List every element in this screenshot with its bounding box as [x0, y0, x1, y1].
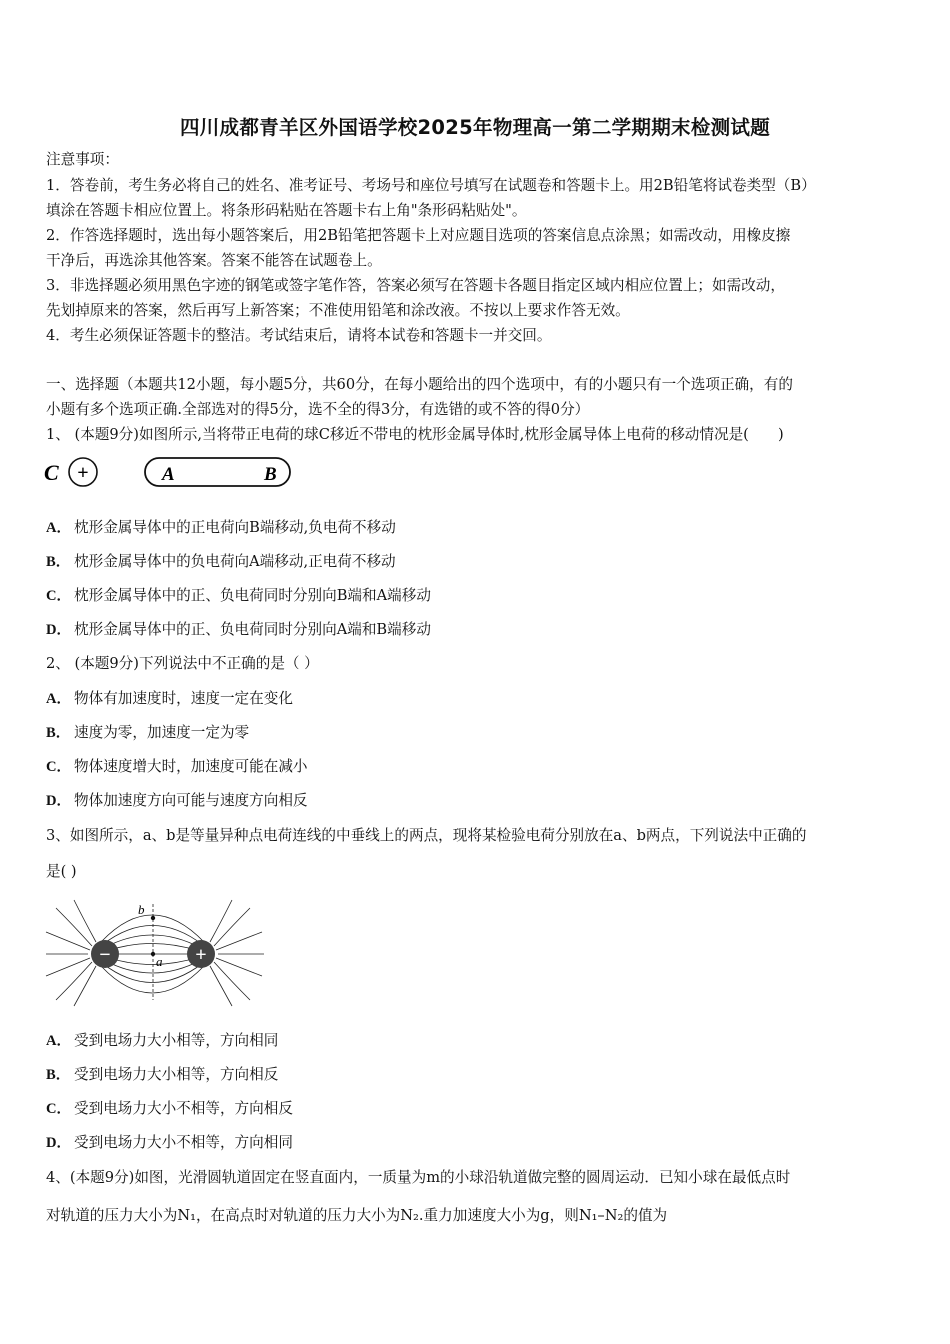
point-a-dot	[151, 952, 155, 956]
q2-option-d	[46, 791, 308, 811]
option-key: D．	[46, 1135, 72, 1151]
option-text: 速度为零，加速度一定为零	[74, 724, 250, 741]
question-3-stem: 3、如图所示，a、b是等量异种点电荷连线的中垂线上的两点，现将某检验电荷分别放在a、b两点，下列说法中正确的	[46, 827, 807, 844]
q1-option-d	[46, 620, 431, 640]
q3-option-d	[46, 1133, 293, 1153]
question-4-stem: 对轨道的压力大小为N₁，在高点时对轨道的压力大小为N₂.重力加速度大小为g，则N₁–N₂的值为	[46, 1207, 668, 1224]
notice-line: 干净后，再选涂其他答案。答案不能答在试题卷上。	[46, 252, 382, 269]
q1-option-a	[46, 518, 396, 538]
q2-option-b	[46, 723, 249, 743]
point-a-label: a	[156, 954, 163, 969]
option-key: D．	[46, 622, 72, 638]
q1-option-c	[46, 586, 431, 606]
point-b-dot	[151, 916, 155, 920]
option-text: 受到电场力大小不相等，方向相同	[74, 1134, 293, 1151]
q2-option-c	[46, 757, 308, 777]
q3-option-a	[46, 1031, 278, 1051]
option-text: 枕形金属导体中的正、负电荷同时分别向B端和A端移动	[74, 587, 431, 604]
notice-line: 填涂在答题卡相应位置上。将条形码粘贴在答题卡右上角"条形码粘贴处"。	[46, 202, 527, 219]
notice-line: 1．答卷前，考生务必将自己的姓名、准考证号、考场号和座位号填写在试题卷和答题卡上。用2B铅笔将试卷类型（B）	[46, 177, 816, 194]
positive-sign: +	[195, 944, 207, 966]
ball-c-label: C	[44, 460, 59, 485]
option-text: 物体速度增大时，加速度可能在减小	[74, 758, 308, 775]
option-text: 受到电场力大小相等，方向相同	[74, 1032, 279, 1049]
option-text: 物体加速度方向可能与速度方向相反	[74, 792, 308, 809]
q1-option-b	[46, 552, 396, 572]
option-text: 物体有加速度时，速度一定在变化	[74, 690, 293, 707]
notice-heading: 注意事项：	[46, 151, 119, 168]
option-key: A．	[46, 691, 72, 707]
option-text: 枕形金属导体中的正、负电荷同时分别向A端和B端移动	[74, 621, 431, 638]
option-text: 受到电场力大小不相等，方向相反	[74, 1100, 293, 1117]
q2-option-a	[46, 689, 293, 709]
ball-plus-sign: +	[77, 462, 89, 484]
page-title: 四川成都青羊区外国语学校2025年物理高一第二学期期末检测试题	[179, 116, 771, 139]
notice-line: 先划掉原来的答案，然后再写上新答案；不准使用铅笔和涂改液。不按以上要求作答无效。	[46, 302, 630, 319]
section-heading: 小题有多个选项正确.全部选对的得5分，选不全的得3分，有选错的或不答的得0分）	[46, 401, 590, 418]
notice-line: 2．作答选择题时，选出每小题答案后，用2B铅笔把答题卡上对应题目选项的答案信息点涂黑；如需改动，用橡皮擦	[46, 227, 791, 244]
q3-field-figure	[44, 896, 266, 1008]
option-key: B．	[46, 1067, 71, 1083]
option-text: 枕形金属导体中的正电荷向B端移动,负电荷不移动	[74, 519, 396, 536]
negative-sign: −	[99, 944, 111, 966]
option-key: C．	[46, 759, 72, 775]
option-key: B．	[46, 554, 71, 570]
option-key: D．	[46, 793, 72, 809]
option-key: A．	[46, 1033, 72, 1049]
question-3-stem: 是( )	[46, 863, 77, 880]
option-key: A．	[46, 520, 72, 536]
notice-line: 4．考生必须保证答题卡的整洁。考试结束后，请将本试卷和答题卡一并交回。	[46, 327, 552, 344]
option-key: C．	[46, 588, 72, 604]
point-b-label: b	[138, 902, 145, 917]
q1-figure	[42, 452, 297, 494]
section-heading: 一、选择题（本题共12小题，每小题5分，共60分，在每小题给出的四个选项中，有的小题只有一个选项正确，有的	[46, 376, 793, 393]
option-text: 受到电场力大小相等，方向相反	[74, 1066, 279, 1083]
q3-option-b	[46, 1065, 278, 1085]
question-4-stem: 4、(本题9分)如图，光滑圆轨道固定在竖直面内，一质量为m的小球沿轨道做完整的圆周运动．已知小球在最低点时	[46, 1169, 791, 1186]
option-text: 枕形金属导体中的负电荷向A端移动,正电荷不移动	[74, 553, 396, 570]
option-key: C．	[46, 1101, 72, 1117]
end-b-label: B	[264, 464, 277, 485]
end-a-label: A	[162, 464, 175, 485]
question-2-stem: 2、 (本题9分)下列说法中不正确的是（ ）	[46, 655, 319, 672]
option-key: B．	[46, 725, 71, 741]
notice-line: 3．非选择题必须用黑色字迹的钢笔或签字笔作答，答案必须写在答题卡各题目指定区域内相应位置上；如需改动，	[46, 277, 785, 294]
q3-option-c	[46, 1099, 293, 1119]
question-1-stem: 1、 (本题9分)如图所示,当将带正电荷的球C移近不带电的枕形金属导体时,枕形金属导体上电荷的移动情况是( )	[46, 426, 784, 443]
